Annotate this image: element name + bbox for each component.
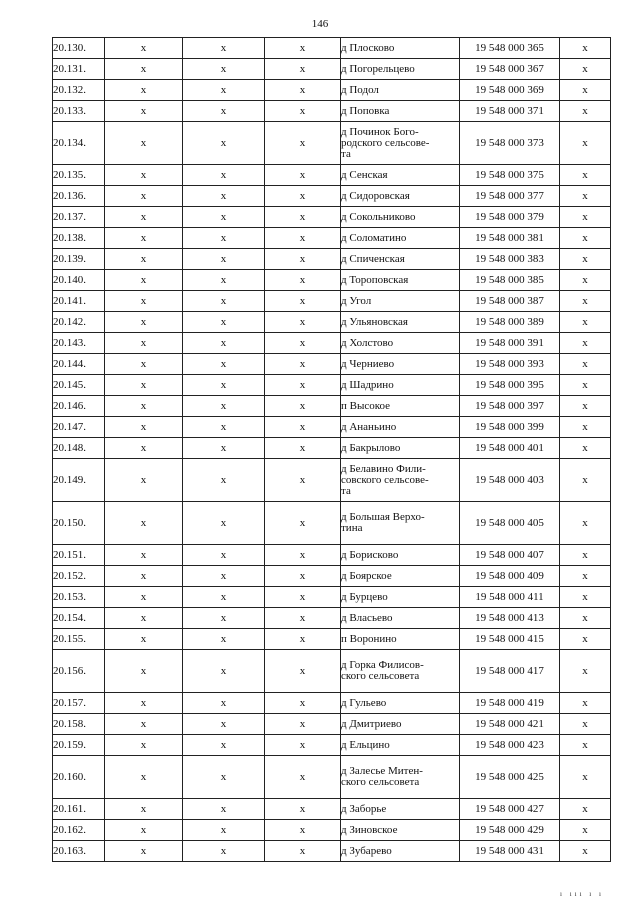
oktmo-code: 19 548 000 383	[460, 249, 560, 270]
row-number: 20.148.	[53, 438, 105, 459]
cell-mark: x	[183, 122, 265, 165]
settlement-name: д Залесье Митен- ского сельсовета	[341, 756, 460, 799]
row-number: 20.133.	[53, 101, 105, 122]
row-number: 20.143.	[53, 333, 105, 354]
settlement-name: д Починок Бого- родского сельсове- та	[341, 122, 460, 165]
cell-mark: x	[265, 207, 341, 228]
cell-mark: x	[183, 270, 265, 291]
row-number: 20.151.	[53, 545, 105, 566]
cell-mark: x	[105, 608, 183, 629]
table-row	[53, 38, 611, 59]
row-number: 20.154.	[53, 608, 105, 629]
oktmo-code: 19 548 000 423	[460, 735, 560, 756]
cell-mark: x	[560, 566, 611, 587]
cell-mark: x	[265, 101, 341, 122]
cell-mark: x	[183, 417, 265, 438]
settlement-name: д Тороповская	[341, 270, 460, 291]
oktmo-code: 19 548 000 393	[460, 354, 560, 375]
settlement-name: д Шадрино	[341, 375, 460, 396]
settlement-name: д Ананьино	[341, 417, 460, 438]
cell-mark: x	[105, 714, 183, 735]
cell-mark: x	[560, 101, 611, 122]
cell-mark: x	[560, 270, 611, 291]
settlement-name: д Черниево	[341, 354, 460, 375]
cell-mark: x	[560, 735, 611, 756]
table-row	[53, 207, 611, 228]
settlement-name: п Воронино	[341, 629, 460, 650]
cell-mark: x	[105, 756, 183, 799]
cell-mark: x	[183, 545, 265, 566]
oktmo-code: 19 548 000 377	[460, 186, 560, 207]
cell-mark: x	[183, 228, 265, 249]
cell-mark: x	[560, 165, 611, 186]
cell-mark: x	[560, 38, 611, 59]
row-number: 20.144.	[53, 354, 105, 375]
cell-mark: x	[265, 80, 341, 101]
cell-mark: x	[265, 714, 341, 735]
table-row	[53, 799, 611, 820]
cell-mark: x	[265, 545, 341, 566]
oktmo-code: 19 548 000 391	[460, 333, 560, 354]
oktmo-code: 19 548 000 405	[460, 502, 560, 545]
cell-mark: x	[265, 820, 341, 841]
cell-mark: x	[105, 566, 183, 587]
cell-mark: x	[183, 693, 265, 714]
cell-mark: x	[265, 566, 341, 587]
table-row	[53, 587, 611, 608]
cell-mark: x	[560, 312, 611, 333]
cell-mark: x	[105, 249, 183, 270]
cell-mark: x	[183, 59, 265, 80]
table-row	[53, 354, 611, 375]
oktmo-code: 19 548 000 417	[460, 650, 560, 693]
row-number: 20.157.	[53, 693, 105, 714]
table-row	[53, 249, 611, 270]
cell-mark: x	[105, 417, 183, 438]
oktmo-code: 19 548 000 413	[460, 608, 560, 629]
cell-mark: x	[265, 756, 341, 799]
oktmo-code: 19 548 000 407	[460, 545, 560, 566]
table-row	[53, 228, 611, 249]
settlements-table	[52, 37, 611, 862]
row-number: 20.131.	[53, 59, 105, 80]
table-row	[53, 502, 611, 545]
oktmo-code: 19 548 000 403	[460, 459, 560, 502]
cell-mark: x	[265, 38, 341, 59]
cell-mark: x	[560, 207, 611, 228]
cell-mark: x	[560, 375, 611, 396]
oktmo-code: 19 548 000 379	[460, 207, 560, 228]
row-number: 20.138.	[53, 228, 105, 249]
oktmo-code: 19 548 000 373	[460, 122, 560, 165]
cell-mark: x	[183, 735, 265, 756]
cell-mark: x	[560, 693, 611, 714]
row-number: 20.135.	[53, 165, 105, 186]
cell-mark: x	[560, 417, 611, 438]
cell-mark: x	[105, 502, 183, 545]
cell-mark: x	[265, 59, 341, 80]
settlement-name: д Спиченская	[341, 249, 460, 270]
cell-mark: x	[183, 566, 265, 587]
cell-mark: x	[265, 375, 341, 396]
cell-mark: x	[560, 756, 611, 799]
cell-mark: x	[560, 841, 611, 862]
cell-mark: x	[265, 417, 341, 438]
settlement-name: д Угол	[341, 291, 460, 312]
oktmo-code: 19 548 000 399	[460, 417, 560, 438]
row-number: 20.137.	[53, 207, 105, 228]
page-number: 146	[311, 18, 329, 30]
settlement-name: д Плосково	[341, 38, 460, 59]
oktmo-code: 19 548 000 431	[460, 841, 560, 862]
cell-mark: x	[183, 186, 265, 207]
table-row	[53, 756, 611, 799]
table-row	[53, 312, 611, 333]
row-number: 20.132.	[53, 80, 105, 101]
table-row	[53, 820, 611, 841]
settlement-name: д Заборье	[341, 799, 460, 820]
cell-mark: x	[105, 799, 183, 820]
cell-mark: x	[560, 459, 611, 502]
row-number: 20.141.	[53, 291, 105, 312]
cell-mark: x	[183, 650, 265, 693]
cell-mark: x	[265, 249, 341, 270]
cell-mark: x	[183, 841, 265, 862]
cell-mark: x	[105, 587, 183, 608]
cell-mark: x	[560, 122, 611, 165]
row-number: 20.134.	[53, 122, 105, 165]
oktmo-code: 19 548 000 415	[460, 629, 560, 650]
row-number: 20.139.	[53, 249, 105, 270]
cell-mark: x	[560, 291, 611, 312]
cell-mark: x	[265, 122, 341, 165]
settlement-name: д Холстово	[341, 333, 460, 354]
cell-mark: x	[183, 756, 265, 799]
row-number: 20.161.	[53, 799, 105, 820]
oktmo-code: 19 548 000 381	[460, 228, 560, 249]
row-number: 20.153.	[53, 587, 105, 608]
cell-mark: x	[265, 629, 341, 650]
row-number: 20.152.	[53, 566, 105, 587]
cell-mark: x	[560, 438, 611, 459]
cell-mark: x	[183, 799, 265, 820]
cell-mark: x	[560, 333, 611, 354]
table-row	[53, 841, 611, 862]
cell-mark: x	[560, 502, 611, 545]
cell-mark: x	[560, 820, 611, 841]
cell-mark: x	[183, 502, 265, 545]
cell-mark: x	[183, 608, 265, 629]
row-number: 20.160.	[53, 756, 105, 799]
oktmo-code: 19 548 000 425	[460, 756, 560, 799]
cell-mark: x	[265, 333, 341, 354]
settlement-name: д Поповка	[341, 101, 460, 122]
settlement-name: д Большая Верхо- тина	[341, 502, 460, 545]
settlement-name: д Гульево	[341, 693, 460, 714]
cell-mark: x	[183, 80, 265, 101]
table-row	[53, 333, 611, 354]
oktmo-code: 19 548 000 367	[460, 59, 560, 80]
cell-mark: x	[265, 587, 341, 608]
scan-marks: ı ııı ı ı	[560, 890, 604, 898]
cell-mark: x	[560, 59, 611, 80]
cell-mark: x	[105, 629, 183, 650]
cell-mark: x	[265, 165, 341, 186]
table-row	[53, 608, 611, 629]
settlement-name: д Власьево	[341, 608, 460, 629]
table-row	[53, 186, 611, 207]
cell-mark: x	[183, 249, 265, 270]
cell-mark: x	[105, 80, 183, 101]
table-row	[53, 375, 611, 396]
table-row	[53, 270, 611, 291]
cell-mark: x	[183, 459, 265, 502]
table-row	[53, 459, 611, 502]
table-row	[53, 735, 611, 756]
oktmo-code: 19 548 000 365	[460, 38, 560, 59]
table-row	[53, 165, 611, 186]
cell-mark: x	[105, 438, 183, 459]
settlement-name: д Дмитриево	[341, 714, 460, 735]
settlement-name: д Зубарево	[341, 841, 460, 862]
settlement-name: д Сенская	[341, 165, 460, 186]
table-row	[53, 693, 611, 714]
cell-mark: x	[183, 354, 265, 375]
oktmo-code: 19 548 000 387	[460, 291, 560, 312]
table-row	[53, 714, 611, 735]
settlement-name: д Соломатино	[341, 228, 460, 249]
cell-mark: x	[265, 693, 341, 714]
table-row	[53, 566, 611, 587]
settlement-name: д Борисково	[341, 545, 460, 566]
table-row	[53, 417, 611, 438]
oktmo-code: 19 548 000 385	[460, 270, 560, 291]
cell-mark: x	[560, 629, 611, 650]
settlement-name: д Бурцево	[341, 587, 460, 608]
cell-mark: x	[183, 101, 265, 122]
cell-mark: x	[183, 375, 265, 396]
table-row	[53, 80, 611, 101]
cell-mark: x	[265, 650, 341, 693]
table-row	[53, 650, 611, 693]
row-number: 20.162.	[53, 820, 105, 841]
cell-mark: x	[560, 186, 611, 207]
cell-mark: x	[265, 228, 341, 249]
oktmo-code: 19 548 000 427	[460, 799, 560, 820]
cell-mark: x	[105, 820, 183, 841]
row-number: 20.155.	[53, 629, 105, 650]
cell-mark: x	[183, 207, 265, 228]
cell-mark: x	[265, 841, 341, 862]
oktmo-code: 19 548 000 409	[460, 566, 560, 587]
cell-mark: x	[183, 291, 265, 312]
settlement-name: д Боярское	[341, 566, 460, 587]
table-row	[53, 291, 611, 312]
settlement-name: д Ульяновская	[341, 312, 460, 333]
oktmo-code: 19 548 000 401	[460, 438, 560, 459]
row-number: 20.163.	[53, 841, 105, 862]
cell-mark: x	[183, 312, 265, 333]
cell-mark: x	[265, 312, 341, 333]
row-number: 20.150.	[53, 502, 105, 545]
cell-mark: x	[560, 249, 611, 270]
settlement-name: д Белавино Фили- совского сельсове- та	[341, 459, 460, 502]
cell-mark: x	[560, 608, 611, 629]
settlement-name: п Высокое	[341, 396, 460, 417]
settlement-name: д Сидоровская	[341, 186, 460, 207]
cell-mark: x	[265, 438, 341, 459]
oktmo-code: 19 548 000 395	[460, 375, 560, 396]
settlement-name: д Горка Филисов- ского сельсовета	[341, 650, 460, 693]
cell-mark: x	[560, 714, 611, 735]
table-row	[53, 438, 611, 459]
cell-mark: x	[183, 165, 265, 186]
cell-mark: x	[560, 80, 611, 101]
cell-mark: x	[265, 459, 341, 502]
cell-mark: x	[105, 228, 183, 249]
table-body	[53, 38, 611, 862]
cell-mark: x	[105, 312, 183, 333]
row-number: 20.146.	[53, 396, 105, 417]
settlement-name: д Погорельцево	[341, 59, 460, 80]
cell-mark: x	[105, 459, 183, 502]
cell-mark: x	[265, 608, 341, 629]
row-number: 20.142.	[53, 312, 105, 333]
cell-mark: x	[265, 396, 341, 417]
cell-mark: x	[105, 354, 183, 375]
table-row	[53, 545, 611, 566]
cell-mark: x	[105, 375, 183, 396]
cell-mark: x	[183, 38, 265, 59]
oktmo-code: 19 548 000 429	[460, 820, 560, 841]
cell-mark: x	[105, 693, 183, 714]
cell-mark: x	[105, 186, 183, 207]
row-number: 20.147.	[53, 417, 105, 438]
settlement-name: д Подол	[341, 80, 460, 101]
cell-mark: x	[183, 333, 265, 354]
row-number: 20.159.	[53, 735, 105, 756]
cell-mark: x	[560, 354, 611, 375]
row-number: 20.140.	[53, 270, 105, 291]
cell-mark: x	[105, 207, 183, 228]
cell-mark: x	[560, 799, 611, 820]
oktmo-code: 19 548 000 421	[460, 714, 560, 735]
cell-mark: x	[105, 735, 183, 756]
cell-mark: x	[265, 354, 341, 375]
cell-mark: x	[105, 841, 183, 862]
cell-mark: x	[265, 270, 341, 291]
oktmo-code: 19 548 000 369	[460, 80, 560, 101]
cell-mark: x	[560, 650, 611, 693]
cell-mark: x	[105, 59, 183, 80]
oktmo-code: 19 548 000 375	[460, 165, 560, 186]
cell-mark: x	[105, 396, 183, 417]
cell-mark: x	[183, 714, 265, 735]
settlement-name: д Зиновское	[341, 820, 460, 841]
row-number: 20.156.	[53, 650, 105, 693]
cell-mark: x	[105, 650, 183, 693]
oktmo-code: 19 548 000 411	[460, 587, 560, 608]
row-number: 20.130.	[53, 38, 105, 59]
cell-mark: x	[560, 396, 611, 417]
cell-mark: x	[183, 396, 265, 417]
row-number: 20.158.	[53, 714, 105, 735]
cell-mark: x	[265, 799, 341, 820]
row-number: 20.136.	[53, 186, 105, 207]
table-row	[53, 629, 611, 650]
table-row	[53, 122, 611, 165]
cell-mark: x	[183, 629, 265, 650]
table-row	[53, 101, 611, 122]
cell-mark: x	[105, 165, 183, 186]
cell-mark: x	[105, 122, 183, 165]
table-row	[53, 396, 611, 417]
settlement-name: д Ельцино	[341, 735, 460, 756]
cell-mark: x	[560, 587, 611, 608]
cell-mark: x	[105, 545, 183, 566]
row-number: 20.149.	[53, 459, 105, 502]
cell-mark: x	[265, 735, 341, 756]
cell-mark: x	[105, 333, 183, 354]
settlement-name: д Сокольниково	[341, 207, 460, 228]
oktmo-code: 19 548 000 397	[460, 396, 560, 417]
cell-mark: x	[105, 270, 183, 291]
settlement-name: д Бакрылово	[341, 438, 460, 459]
cell-mark: x	[265, 502, 341, 545]
cell-mark: x	[183, 820, 265, 841]
cell-mark: x	[265, 186, 341, 207]
cell-mark: x	[105, 291, 183, 312]
cell-mark: x	[183, 438, 265, 459]
oktmo-code: 19 548 000 419	[460, 693, 560, 714]
oktmo-code: 19 548 000 371	[460, 101, 560, 122]
cell-mark: x	[183, 587, 265, 608]
cell-mark: x	[265, 291, 341, 312]
table-row	[53, 59, 611, 80]
cell-mark: x	[105, 38, 183, 59]
cell-mark: x	[560, 545, 611, 566]
cell-mark: x	[105, 101, 183, 122]
row-number: 20.145.	[53, 375, 105, 396]
oktmo-code: 19 548 000 389	[460, 312, 560, 333]
cell-mark: x	[560, 228, 611, 249]
